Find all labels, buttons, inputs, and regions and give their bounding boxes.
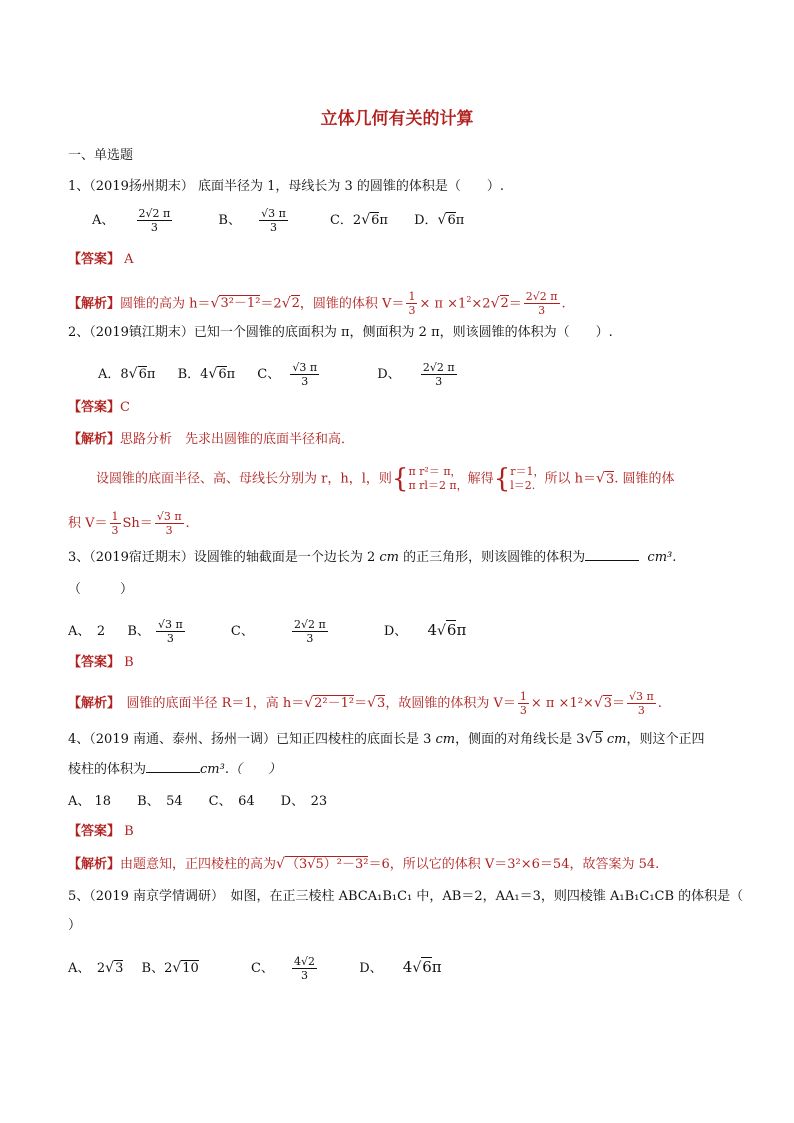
question-1-options: A、 $\frac{2√2 \pi}{3}$ B、 $\frac{√3 \pi}{3}$ C．2√6π D．√6π [92,207,465,234]
question-3-analysis: 【解析】 圆锥的底面半径 R＝1，高 h＝√2²－1²＝√3，故圆锥的体积为 V＝ $\frac{1}{3}$ × π ×1²×√3＝ $\frac{√3 \pi}{3}$ . [68,690,662,717]
question-3-paren: （ ） [68,582,134,597]
question-2-options: A．8√6π B．4√6π C、 $\frac{√3 \pi}{3}$ D、 $\frac{2√2 \pi}{3}$ [98,361,455,388]
option-a-fraction: $\frac{2√2 \pi}{3}$ [138,207,171,234]
question-4-stem-2: 棱柱的体积为 cm³.（ ） [68,762,281,777]
question-2-analysis-2: 设圆锥的底面半径、高、母线长分别为 r，h，l，则{ π r²＝ π， π rl＝2 π， 解得{ r＝1， l＝2. 所以 h＝√3. 圆锥的体 [96,464,675,494]
option-b-fraction: $\frac{√3 \pi}{3}$ [261,207,286,234]
option-c-label: C．2 [329,213,362,228]
option-a-label: A、 [92,213,115,228]
question-2-stem: 2、（2019镇江期末）已知一个圆锥的底面积为 π，侧面积为 2 π，则该圆锥的体积为（ ）. [68,325,613,340]
question-2-analysis-3: 积 V＝ $\frac{1}{3}$ Sh＝ $\frac{√3 \pi}{3}$ . [68,510,190,537]
question-2-answer: 【答案】C [68,400,130,415]
question-4-analysis: 【解析】由题意知，正四棱柱的高为√（3√5）²－3²＝6，所以它的体积 V＝3²×6＝54，故答案为 54. [68,856,660,872]
question-3-options: A、 2 B、 $\frac{√3 \pi}{3}$ C、 $\frac{2√2 \pi}{3}$ D、 4√6π [68,618,467,645]
section-heading: 一、单选题 [68,148,134,163]
question-3-stem: 3、（2019宿迁期末）设圆锥的轴截面是一个边长为 2 cm 的正三角形，则该圆锥的体积为 cm³. [68,550,677,565]
page-title: 立体几何有关的计算 [320,109,474,129]
question-1-answer: 【答案】 A [68,252,134,267]
question-1-stem: 1、（2019扬州期末） 底面半径为 1，母线长为 3 的圆锥的体积是（ ）. [68,179,505,194]
question-5-stem: 5、（2019 南京学情调研） 如图，在正三棱柱 ABCA₁B₁C₁ 中，AB＝2，AA₁＝3，则四棱锥 A₁B₁C₁CB 的体积是（ [68,889,744,904]
answer-blank[interactable] [585,548,639,561]
question-1-analysis: 【解析】圆锥的高为 h＝√3²－1²＝2√2，圆锥的体积 V＝ $\frac{1}{3}$ × $\pi \times 1^2\times 2√2=$ $\frac{2√2 \pi}{3}$ . [68,290,566,318]
answer-blank[interactable] [146,760,200,773]
question-5-paren: ） [68,918,82,933]
question-4-options: A、 18 B、 54 C、 64 D、 23 [68,794,328,809]
option-b-label: B、 [218,213,241,228]
question-2-analysis-1: 【解析】思路分析 先求出圆锥的底面半径和高． [68,432,355,447]
option-d-label: D． [414,213,438,228]
question-4-stem: 4、（2019 南通、泰州、扬州一调）已知正四棱柱的底面长是 3 cm，侧面的对角线长是 3√5 cm，则这个正四 [68,731,705,747]
question-5-options: A、 2√3 B、2√10 C、 $\frac{4√2}{3}$ D、 4√6π [68,955,442,982]
question-4-answer: 【答案】 B [68,824,134,839]
question-3-answer: 【答案】 B [68,655,134,670]
